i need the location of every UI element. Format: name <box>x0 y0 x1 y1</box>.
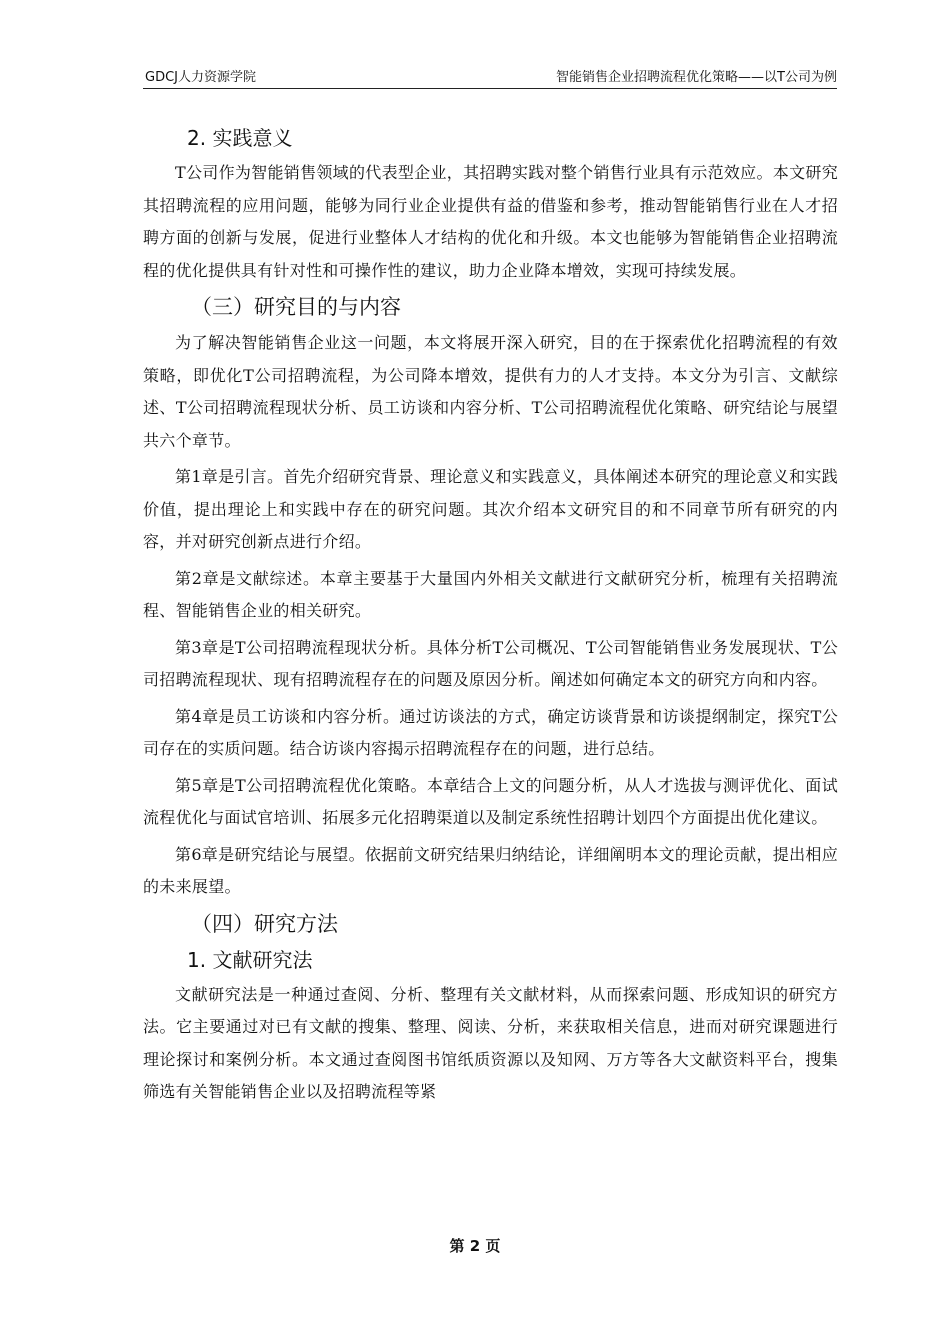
heading-research-methods: （四）研究方法 <box>191 911 338 936</box>
header-institution: GDCJ人力资源学院 <box>145 70 256 85</box>
paragraph: T公司作为智能销售领域的代表型企业，其招聘实践对整个销售行业具有示范效应。本文研究其招聘流程的应用问题，能够为同行业企业提供有益的借鉴和参考，推动智能销售行业在人才招聘方面的创新与发展，促进行业整体人才结构的优化和升级。本文也能够为智能销售企业招聘流程的优化提供具有针对性和可操作性的建议，助力企业降本增效，实现可持续发展。 <box>143 163 838 280</box>
heading-practical-significance: 2. 实践意义 <box>187 126 293 150</box>
heading-research-purpose: （三）研究目的与内容 <box>191 295 401 319</box>
paragraph: 为了解决智能销售企业这一问题，本文将展开深入研究，目的在于探索优化招聘流程的有效策略，即优化T公司招聘流程，为公司降本增效，提供有力的人才支持。本文分为引言、文献综述、T公司招聘流程现状分析、员工访谈和内容分析、T公司招聘流程优化策略、研究结论与展望共六个章节。 <box>143 333 838 450</box>
paragraph: 第4章是员工访谈和内容分析。通过访谈法的方式，确定访谈背景和访谈提纲制定，探究T公司存在的实质问题。结合访谈内容揭示招聘流程存在的问题，进行总结。 <box>143 706 838 758</box>
page-header <box>143 62 837 89</box>
page-body <box>143 118 838 1113</box>
paragraph: 第3章是T公司招聘流程现状分析。具体分析T公司概况、T公司智能销售业务发展现状、T公司招聘流程现状、现有招聘流程存在的问题及原因分析。阐述如何确定本文的研究方向和内容。 <box>143 637 838 689</box>
paragraph: 文献研究法是一种通过查阅、分析、整理有关文献材料，从而探索问题、形成知识的研究方法。它主要通过对已有文献的搜集、整理、阅读、分析，来获取相关信息，进而对研究课题进行理论探讨和案例分析。本文通过查阅图书馆纸质资源以及知网、万方等各大文献资料平台，搜集筛选有关智能销售企业以及招聘流程等紧 <box>143 984 838 1101</box>
header-thesis-title: 智能销售企业招聘流程优化策略——以T公司为例 <box>556 70 837 85</box>
paragraph: 第2章是文献综述。本章主要基于大量国内外相关文献进行文献研究分析，梳理有关招聘流程、智能销售企业的相关研究。 <box>143 568 838 620</box>
paragraph: 第6章是研究结论与展望。依据前文研究结果归纳结论，详细阐明本文的理论贡献，提出相应的未来展望。 <box>143 844 838 896</box>
paragraph: 第5章是T公司招聘流程优化策略。本章结合上文的问题分析，从人才选拔与测评优化、面试流程优化与面试官培训、拓展多元化招聘渠道以及制定系统性招聘计划四个方面提出优化建议。 <box>143 775 838 827</box>
paragraph: 第1章是引言。首先介绍研究背景、理论意义和实践意义，具体阐述本研究的理论意义和实践价值，提出理论上和实践中存在的研究问题。其次介绍本文研究目的和不同章节所有研究的内容，并对研究创新点进行介绍。 <box>143 467 838 551</box>
heading-literature-method: 1. 文献研究法 <box>187 947 313 972</box>
page-number: 第 2 页 <box>449 1237 501 1255</box>
